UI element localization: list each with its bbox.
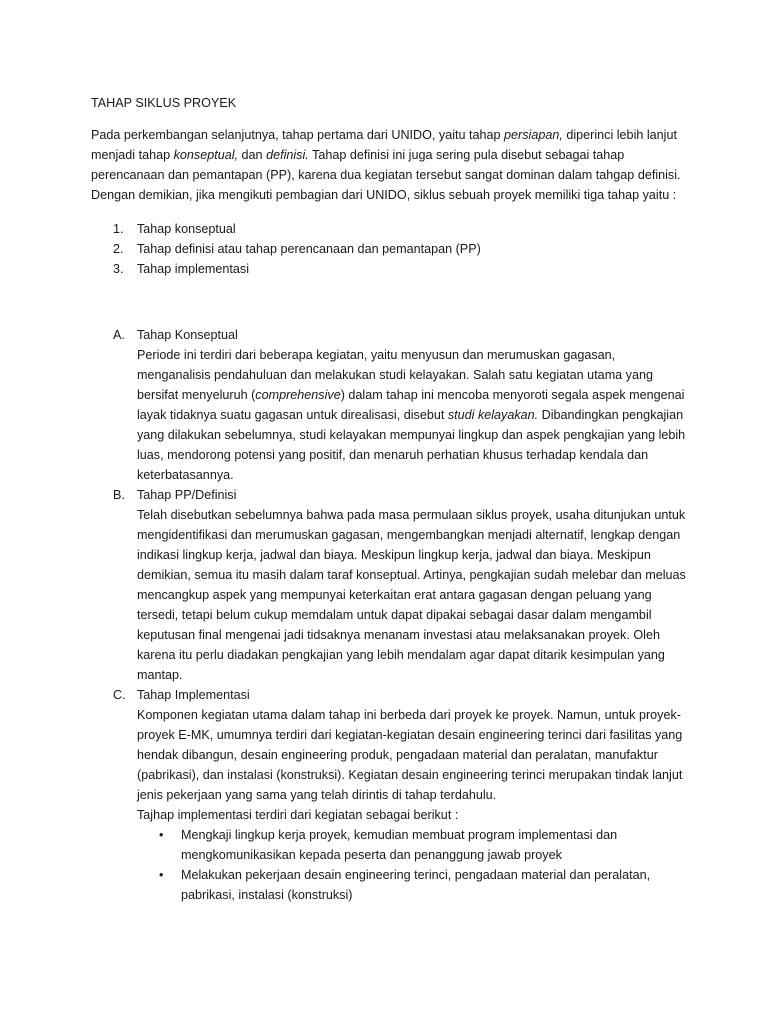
sections (91, 325, 688, 905)
intro-text: Pada perkembangan selanjutnya, tahap pertama dari UNIDO, yaitu tahap (91, 128, 505, 142)
section-text: ) dalam tahap ini mencoba menyoroti segala aspek mengenai layak tidaknya suatu gagasan untuk direalisasi, disebut (137, 388, 685, 422)
section-italic: studi kelayakan. (447, 408, 539, 422)
list-number: 2. (113, 242, 124, 256)
list-number: 3. (113, 262, 124, 276)
list-item (137, 825, 688, 865)
section-letter: A. (113, 328, 125, 342)
section-letter: C. (113, 688, 126, 702)
intro-text: Tahap definisi ini juga sering pula disebut sebagai tahap perencanaan dan pemantapan (PP), karena dua kegiatan tersebut sangat dominan dalam tahgap definisi. Dengan demikian, jika mengikuti pembagian dari UNIDO, siklus sebuah proyek memiliki tiga tahap yaitu : (91, 148, 681, 202)
section-body (137, 345, 688, 485)
intro-italic-definisi: definisi. (266, 148, 309, 162)
section-body: Telah disebutkan sebelumnya bahwa pada masa permulaan siklus proyek, usaha ditunjukan untuk mengidentifikasi dan merumuskan gagasan, mengembangkan menjadi alternatif, lengkap dengan indikasi lingkup kerja, jadwal dan biaya. Meskipun lingkup kerja, jadwal dan biaya. Meskipun demikian, semua itu masih dalam taraf konseptual. Artinya, pengkajian sudah melebar dan meluas mencangkup aspek yang mempunyai keterkaitan erat antara gagasan dengan peluang yang tersedi, tetapi belum cukup memdalam untuk dapat dipakai sebagai dasar dalam mengambil keputusan final mengenai jadi tidsaknya menanam investasi atau melaksanakan proyek. Oleh karena itu perlu diadakan pengkajian yang lebih mendalam agar dapat ditarik kesimpulan yang mantap. (137, 508, 686, 682)
section-heading: Tahap PP/Definisi (137, 488, 237, 502)
section-text: Periode ini terdiri dari beberapa kegiatan, yaitu menyusun dan merumuskan gagasan, menganalisis pendahuluan dan melakukan studi kelayakan. Salah satu kegiatan utama yang bersifat menyeluruh ( (137, 348, 653, 402)
intro-italic-persiapan: persiapan, (504, 128, 563, 142)
bullet-icon: • (159, 868, 164, 882)
list-number: 1. (113, 222, 124, 236)
bullet-icon: • (159, 828, 164, 842)
section-body: Komponen kegiatan utama dalam tahap ini berbeda dari proyek ke proyek. Namun, untuk proyek-proyek E-MK, umumnya terdiri dari kegiatan-kegiatan desain engineering terinci dari fasilitas yang hendak dibangun, desain engineering produk, pengadaan material dan peralatan, manufaktur (pabrikasi), dan instalasi (konstruksi). Kegiatan desain engineering terinci merupakan tindak lanjut jenis pekerjaan yang sama yang telah dirintis di tahap terdahulu. (137, 708, 683, 802)
section-list-intro: Tajhap implementasi terdiri dari kegiatan sebagai berikut : (137, 808, 459, 822)
section-heading: Tahap Konseptual (137, 328, 238, 342)
section-b (91, 485, 688, 685)
intro-text: diperinci lebih lanjut menjadi tahap (91, 128, 677, 162)
section-italic: comprehensive (255, 388, 341, 402)
document-title: TAHAP SIKLUS PROYEK (91, 96, 237, 110)
list-item (91, 259, 688, 279)
intro-text: dan (238, 148, 267, 162)
list-item (91, 219, 688, 239)
list-item (91, 239, 688, 259)
bullet-text: Mengkaji lingkup kerja proyek, kemudian membuat program implementasi dan mengkomunikasikan kepada peserta dan penanggung jawab proyek (181, 828, 618, 862)
section-a (91, 325, 688, 485)
steps-list (91, 219, 688, 279)
section-heading: Tahap Implementasi (137, 688, 250, 702)
list-item (137, 865, 688, 905)
bullet-list (137, 825, 688, 905)
bullet-text: Melakukan pekerjaan desain engineering terinci, pengadaan material dan peralatan, pabrikasi, instalasi (konstruksi) (181, 868, 651, 902)
section-letter: B. (113, 488, 125, 502)
section-c (91, 685, 688, 905)
list-item-label: Tahap definisi atau tahap perencanaan dan pemantapan (PP) (137, 242, 481, 256)
list-item-label: Tahap konseptual (137, 222, 236, 236)
list-item-label: Tahap implementasi (137, 262, 250, 276)
section-text: Dibandingkan pengkajian yang dilakukan sebelumnya, studi kelayakan mempunyai lingkup dan aspek pengkajian yang lebih luas, mendorong potensi yang positif, dan menaruh perhatian khusus terhadap kendala dan keterbatasannya. (137, 408, 686, 482)
intro-paragraph (91, 125, 688, 205)
intro-italic-konseptual: konseptual, (173, 148, 239, 162)
